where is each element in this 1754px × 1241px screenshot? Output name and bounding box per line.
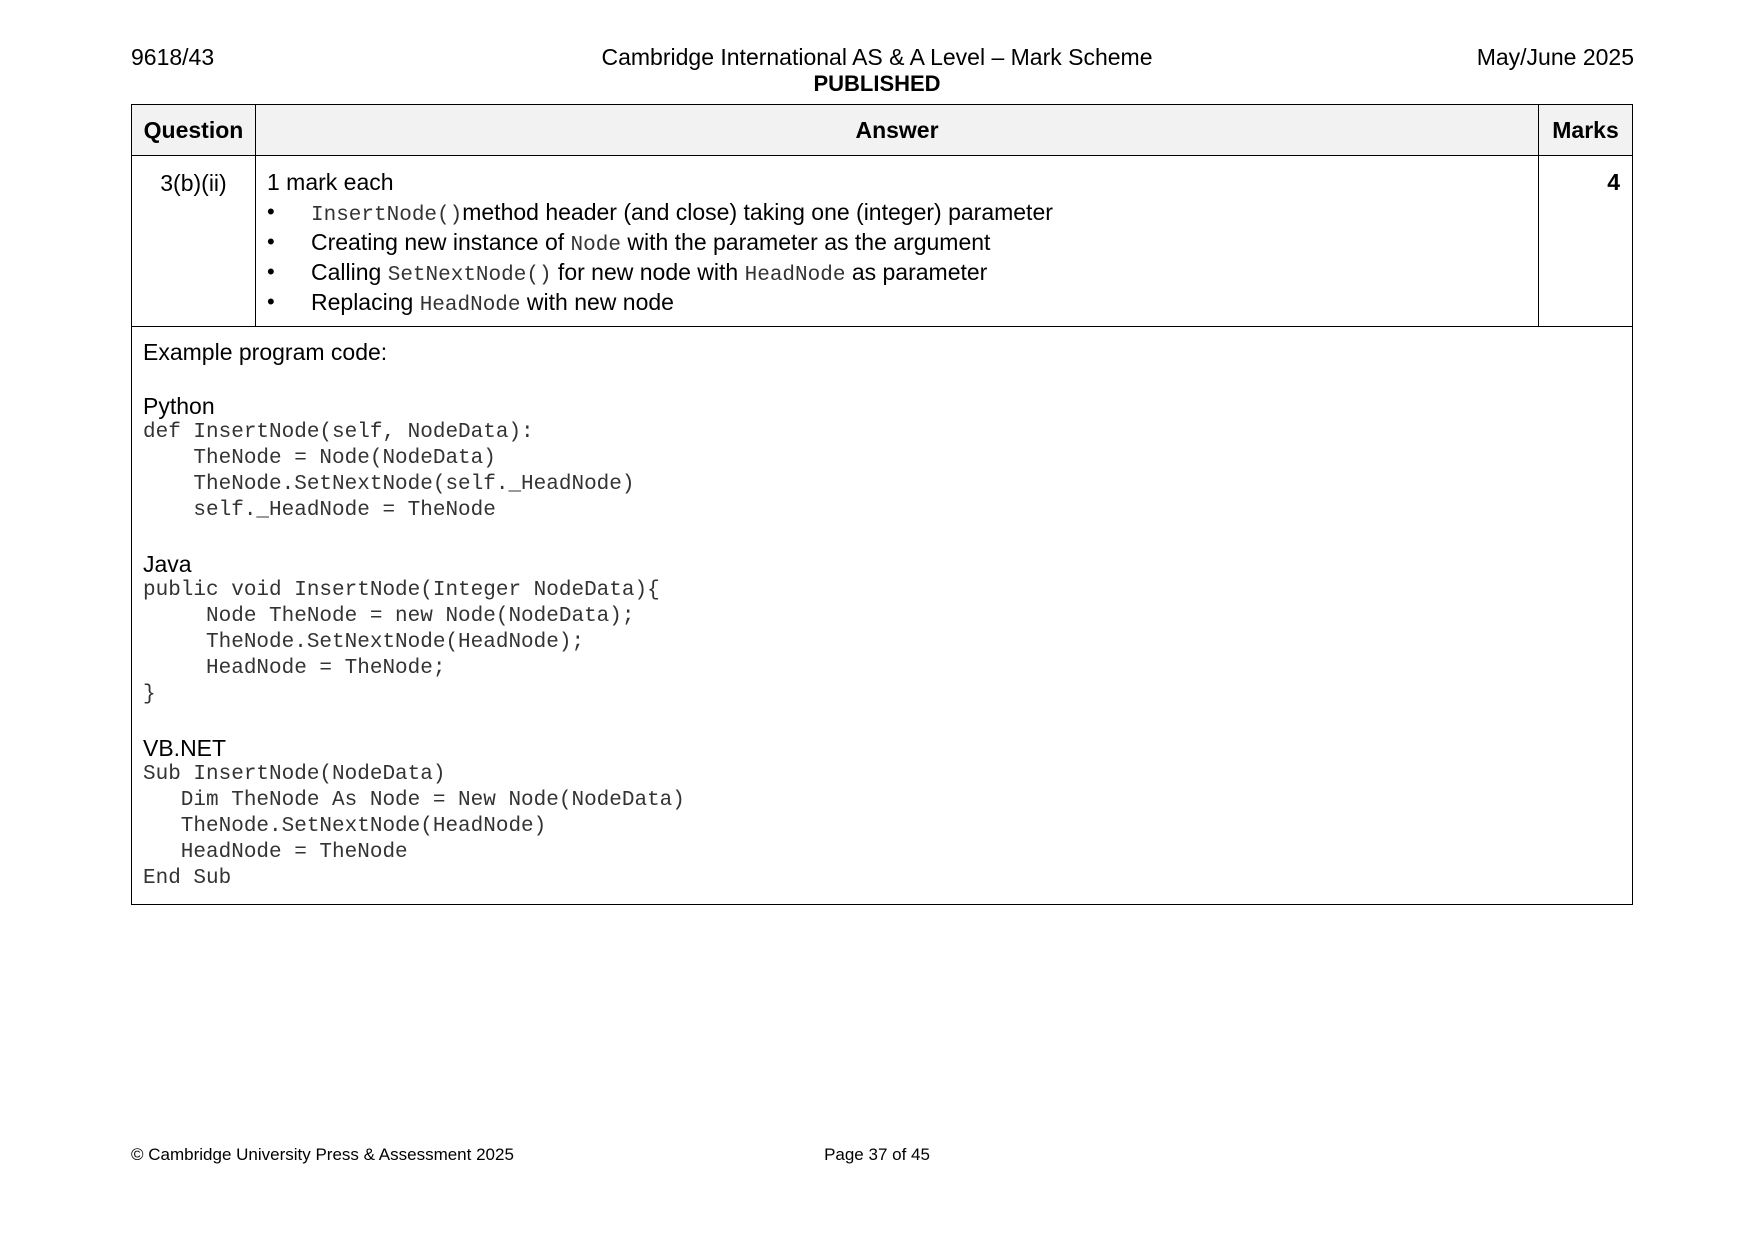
criterion-item (267, 227, 1528, 257)
answer-cell (256, 156, 1539, 327)
criterion-code: HeadNode (419, 294, 521, 317)
java-label: Java (143, 551, 192, 577)
criterion-text: for new node with (551, 259, 745, 285)
vbnet-label: VB.NET (143, 735, 227, 761)
criterion-text: Creating new instance of (311, 229, 571, 255)
mark-scheme-table (131, 104, 1633, 905)
criterion-code: SetNextNode() (387, 264, 552, 287)
criterion-text: method header (and close) taking one (integer) parameter (462, 199, 1053, 225)
question-number: 3(b)(ii) (132, 156, 256, 327)
criterion-item (267, 287, 1528, 317)
python-code: def InsertNode(self, NodeData): TheNode = Node(NodeData) TheNode.SetNextNode(self._HeadNode) self._HeadNode = TheNode (143, 421, 635, 522)
criterion-item (267, 197, 1528, 227)
example-row (132, 327, 1633, 905)
exam-session: May/June 2025 (1476, 44, 1634, 70)
criterion-item (267, 257, 1528, 287)
criterion-text: as parameter (845, 259, 988, 285)
example-code-cell (132, 327, 1633, 905)
marks-value: 4 (1539, 156, 1633, 327)
table-header-row (132, 105, 1633, 156)
answer-column-header: Answer (256, 105, 1539, 156)
criterion-code: InsertNode() (311, 204, 463, 227)
criterion-code: HeadNode (744, 264, 846, 287)
criteria-list (267, 197, 1528, 317)
question-column-header: Question (132, 105, 256, 156)
criterion-code: Node (570, 234, 621, 257)
page-number: Page 37 of 45 (824, 1145, 930, 1164)
criterion-text: Replacing (311, 289, 420, 315)
java-code: public void InsertNode(Integer NodeData){ Node TheNode = new Node(NodeData); TheNode.SetNextNode(HeadNode); HeadNode = TheNode; } (143, 579, 660, 706)
copyright-notice: © Cambridge University Press & Assessment 2025 (131, 1145, 514, 1164)
document-title: Cambridge International AS & A Level – Mark Scheme (601, 44, 1153, 70)
criterion-text: with new node (520, 289, 674, 315)
published-label: PUBLISHED (813, 71, 941, 96)
paper-code: 9618/43 (131, 44, 215, 70)
vbnet-code: Sub InsertNode(NodeData) Dim TheNode As Node = New Node(NodeData) TheNode.SetNextNode(HeadNode) HeadNode = TheNode End Sub (143, 763, 685, 890)
marking-intro: 1 mark each (267, 169, 394, 195)
criterion-text: Calling (311, 259, 388, 285)
python-label: Python (143, 393, 215, 419)
table-row (132, 156, 1633, 327)
marks-column-header: Marks (1539, 105, 1633, 156)
criterion-text: with the parameter as the argument (620, 229, 991, 255)
example-label: Example program code: (143, 339, 388, 365)
